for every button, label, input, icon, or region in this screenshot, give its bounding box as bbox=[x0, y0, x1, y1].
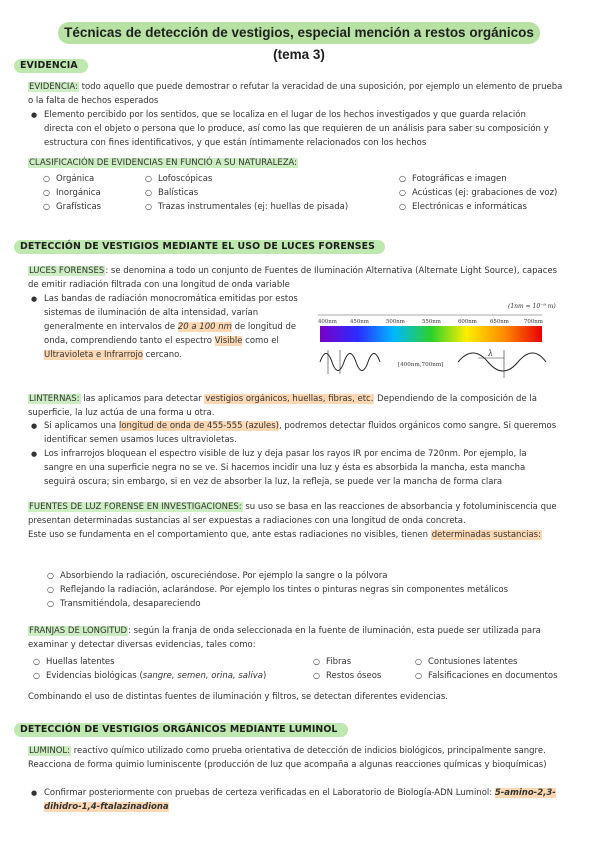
list-item: ○ Falsificaciones en documentos bbox=[414, 669, 558, 683]
evidencia-def-text: todo aquello que puede demostrar o refutar la veracidad de una suposición, por ejemplo un elemento de prueba o la falta de hechos esperados bbox=[28, 82, 563, 106]
luces-bullets bbox=[30, 292, 302, 362]
text: cercano. bbox=[142, 350, 182, 360]
text: ) bbox=[262, 671, 267, 681]
color-spectrum-bar bbox=[320, 326, 542, 342]
luminol-label: LUMINOL: bbox=[29, 746, 71, 756]
spectrum-illustration bbox=[318, 300, 556, 380]
list-item: ○ Reflejando la radiación, aclarándose. Por ejemplo los tintes o pinturas negras sin componentes metálicos bbox=[46, 583, 558, 597]
list-item: ○ Huellas latentes bbox=[32, 655, 266, 669]
list-item: ○ Electrónicas e informáticas bbox=[398, 200, 557, 214]
text: Este uso se fundamenta en el comportamiento que, ante estas radiaciones no visibles, tienen bbox=[28, 530, 431, 540]
range-label: [400nm,700nm] bbox=[398, 362, 444, 368]
clasificacion-label bbox=[28, 156, 298, 170]
text: , podremos detectar fluidos orgánicos como sangre. Si queremos identificar semen usamos luces ultravioletas. bbox=[44, 421, 557, 445]
list-item: ○ Lofoscópicas bbox=[144, 172, 348, 186]
luminol-paragraph bbox=[28, 744, 568, 772]
list-item: ○ Fibras bbox=[312, 655, 381, 669]
fuentes-paragraph bbox=[28, 500, 568, 542]
list-item: ○ Contusiones latentes bbox=[414, 655, 558, 669]
highlight-text: 5-amino-2,3-dihidro-1,4-ftalazinadiona bbox=[44, 788, 556, 812]
linternas-paragraph bbox=[28, 392, 568, 420]
short-wave bbox=[320, 354, 380, 371]
page-title: Técnicas de detección de vestigios, especial mención a restos orgánicos (tema 3) bbox=[58, 22, 540, 44]
franjas-col-2 bbox=[312, 655, 381, 683]
tick-label: 650nm bbox=[490, 319, 509, 325]
list-item: ○ Restos óseos bbox=[312, 669, 381, 683]
section-header-luces: DETECCIÓN DE VESTIGIOS MEDIANTE EL USO DE LUCES FORENSES bbox=[14, 240, 385, 254]
highlight-text: determinadas sustancias: bbox=[431, 530, 541, 540]
fuentes-list bbox=[46, 569, 558, 611]
text: Confirmar posteriormente con pruebas de certeza verificadas en el Laboratorio de Biología-ADN Luminol: bbox=[44, 788, 495, 798]
luces-def-text: : se denomina a todo un conjunto de Fuentes de Iluminación Alternativa (Alternate Light Source), capaces de emitir radiación filtrada con una longitud de onda variable bbox=[28, 266, 558, 290]
section-header-evidencia: EVIDENCIA bbox=[14, 59, 88, 73]
highlight-text: vestigios orgánicos, huellas, fibras, etc. bbox=[205, 394, 374, 404]
text: las aplicamos para detectar bbox=[80, 394, 205, 404]
clasif-col-1 bbox=[42, 172, 101, 214]
long-wave bbox=[458, 353, 546, 371]
italic-text: sangre, semen, orina, saliva bbox=[142, 671, 263, 681]
franjas-col-3 bbox=[414, 655, 558, 683]
text: Evidencias biológicas ( bbox=[46, 671, 143, 681]
tick-label: 450nm bbox=[350, 319, 369, 325]
list-item: ○ Balísticas bbox=[144, 186, 348, 200]
linternas-bullets bbox=[30, 419, 558, 489]
evidencia-label: EVIDENCIA: bbox=[29, 82, 78, 92]
luces-label: LUCES FORENSES bbox=[29, 266, 105, 276]
luminol-bullets bbox=[30, 786, 558, 814]
highlight-text: Visible bbox=[214, 336, 243, 346]
list-item bbox=[30, 786, 558, 814]
list-item: ○ Absorbiendo la radiación, oscureciéndose. Por ejemplo la sangre o la pólvora bbox=[46, 569, 558, 583]
text: Las bandas de radiación monocromática emitidas por estos sistemas de iluminación de alta intensidad, varían generalmente en intervalos de bbox=[44, 294, 298, 332]
list-item bbox=[30, 419, 558, 447]
list-item: ○ Transmitiéndola, desapareciendo bbox=[46, 597, 558, 611]
clasif-col-2 bbox=[144, 172, 348, 214]
evidencia-definition bbox=[28, 80, 568, 108]
tick-label: 600nm bbox=[458, 319, 477, 325]
clasificacion-label-text: CLASIFICACIÓN DE EVIDENCIAS EN FUNCIÓ A SU NATURALEZA: bbox=[29, 158, 298, 168]
list-item: ● Elemento percibido por los sentidos, que se localiza en el lugar de los hechos investigados y que guarda relación directa con el objeto o persona que lo produce, así como las que requieren de un análisis para saber su composición y estructura con fines identificativos, y que están íntimamente relacionados con los hechos bbox=[30, 108, 558, 150]
highlight-text: Ultravioleta e Infrarrojo bbox=[44, 350, 143, 360]
tick-label: 400nm bbox=[318, 319, 337, 325]
list-item bbox=[30, 292, 302, 362]
list-item: ○ Fotográficas e imagen bbox=[398, 172, 557, 186]
text: Dependiendo de la composición de la superficie, la luz actúa de una forma u otra. bbox=[28, 394, 537, 418]
highlight-text: longitud de onda de 455-555 (azules) bbox=[118, 421, 279, 431]
spectrum-formula: (1nm = 10⁻⁹ m) bbox=[508, 303, 556, 310]
franjas-label: FRANJAS DE LONGITUD bbox=[29, 626, 128, 636]
list-item: ○ Grafísticas bbox=[42, 200, 101, 214]
franjas-paragraph bbox=[28, 624, 568, 652]
list-item: ○ Inorgánica bbox=[42, 186, 101, 200]
list-item: ○ Orgánica bbox=[42, 172, 101, 186]
text: como el bbox=[242, 336, 279, 346]
tick-label: 500nm bbox=[386, 319, 405, 325]
fuentes-label: FUENTES DE LUZ FORENSE EN INVESTIGACIONES: bbox=[29, 502, 242, 512]
franjas-col-1 bbox=[32, 655, 266, 683]
list-item: ● Los infrarrojos bloquean el espectro visible de luz y deja pasar los rayos IR por encima de 720nm. Por ejemplo, la sangre en una superficie negra no se ve. Si hacemos incidir una luz y ésta es absorbida la mancha, esta mancha seguirá oscura; sin embargo, si en vez de absorber la luz, la refleja, se puede ver la mancha de forma clara bbox=[30, 447, 558, 489]
text: Si aplicamos una bbox=[44, 421, 119, 431]
lambda-label: λ bbox=[488, 349, 494, 358]
list-item: ○ Acústicas (ej: grabaciones de voz) bbox=[398, 186, 557, 200]
text: de longitud de onda, comprendiendo tanto el espectro bbox=[44, 322, 297, 346]
clasif-col-3 bbox=[398, 172, 557, 214]
highlight-text: 20 a 100 nm bbox=[177, 322, 232, 332]
evidencia-bullets bbox=[30, 108, 558, 150]
text: su uso se basa en las reacciones de absorbancia y fotoluminiscencia que presentan determinadas sustancias al ser expuestas a radiaciones con una longitud de onda concreta. bbox=[28, 502, 557, 526]
linternas-label: LINTERNAS: bbox=[29, 394, 80, 404]
luces-definition bbox=[28, 264, 568, 292]
tick-label: 550nm bbox=[422, 319, 441, 325]
list-item bbox=[32, 669, 266, 683]
franjas-combo: Combinando el uso de distintas fuentes de iluminación y filtros, se detectan diferentes evidencias. bbox=[28, 692, 448, 702]
text: reactivo químico utilizado como prueba orientativa de detección de indicios biológicos, principalmente sangre. Reacciona de forma quimio luminiscente (producción de luz que acompaña a algunas reacciones químicas y bioquímicas) bbox=[28, 746, 547, 770]
text: : según la franja de onda seleccionada en la fuente de iluminación, esta puede ser utilizada para examinar y detectar diversas evidencias, tales como: bbox=[28, 626, 541, 650]
tick-label: 700nm bbox=[524, 319, 543, 325]
section-header-luminol: DETECCIÓN DE VESTIGIOS ORGÁNICOS MEDIANTE LUMINOL bbox=[14, 723, 348, 737]
list-item: ○ Trazas instrumentales (ej: huellas de pisada) bbox=[144, 200, 348, 214]
